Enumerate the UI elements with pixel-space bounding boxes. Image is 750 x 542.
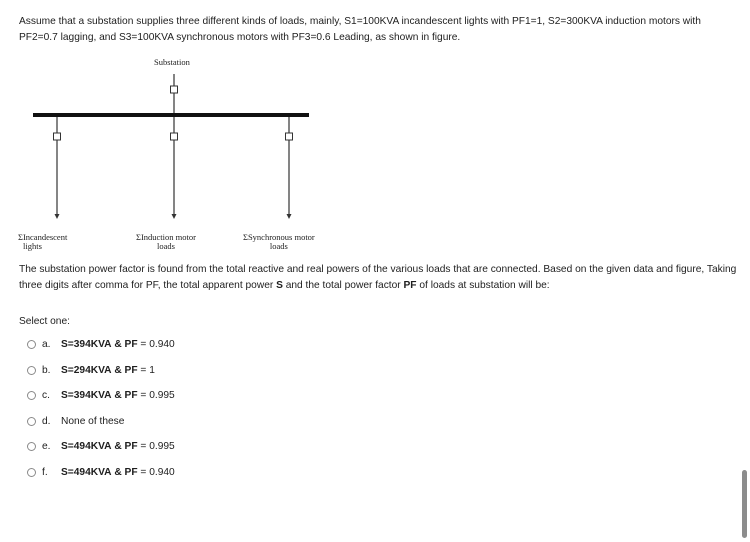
load1-label-line2: lights	[23, 241, 42, 251]
para-text-2: and the total power factor	[282, 280, 404, 291]
bus-bar	[33, 113, 309, 117]
option-pf-label: PF	[124, 339, 138, 351]
option-letter: f.	[42, 466, 48, 478]
load2-arrow	[172, 214, 177, 219]
select-one-label: Select one:	[19, 316, 70, 327]
option-pf-label: PF	[124, 364, 138, 376]
load3-label-line2: loads	[269, 241, 288, 251]
option-letter: d.	[42, 415, 51, 427]
option-e[interactable]	[27, 434, 175, 460]
radio-button-e[interactable]	[27, 442, 36, 451]
answer-options	[27, 332, 175, 485]
option-pf-value: = 0.995	[140, 390, 175, 402]
option-s: S=494KVA	[61, 466, 112, 478]
load2-label	[136, 233, 196, 251]
radio-button-f[interactable]	[27, 468, 36, 477]
substation-label: Substation	[154, 57, 190, 67]
load2-label-line1: ΣInduction motor	[136, 232, 196, 242]
radio-button-d[interactable]	[27, 417, 36, 426]
option-c[interactable]	[27, 383, 175, 409]
question-paragraph	[19, 262, 744, 294]
option-d[interactable]	[27, 409, 175, 435]
option-letter: b.	[42, 364, 51, 376]
option-pf-value: = 1	[140, 364, 155, 376]
radio-button-a[interactable]	[27, 340, 36, 349]
option-amp: &	[114, 364, 122, 376]
load1-breaker	[54, 133, 61, 140]
option-pf-value: = 0.995	[140, 441, 175, 453]
option-amp: &	[114, 441, 122, 453]
option-letter: c.	[42, 390, 50, 402]
option-letter: a.	[42, 339, 51, 351]
option-pf-label: PF	[124, 466, 138, 478]
option-s: S=394KVA	[61, 339, 112, 351]
load3-breaker	[286, 133, 293, 140]
substation-diagram-drawing	[0, 50, 360, 260]
option-s: S=394KVA	[61, 390, 112, 402]
para-text-1: The substation power factor is found from the total reactive and real powers of the various loads that are connected. Based on the given data and figure, Taking three digits after comma for PF, the total apparent power	[19, 264, 737, 291]
para-s-bold: S	[276, 280, 283, 291]
option-amp: &	[114, 466, 122, 478]
question-text: Assume that a substation supplies three different kinds of loads, mainly, S1=100KVA incandescent lights with PF1=1, S2=300KVA induction motors with PF2=0.7 lagging, and S3=100KVA synchronous motors with PF3=0.6 Leading, as shown in figure.	[19, 16, 701, 43]
scrollbar-thumb[interactable]	[742, 470, 747, 538]
radio-button-c[interactable]	[27, 391, 36, 400]
option-s: S=494KVA	[61, 441, 112, 453]
option-plain-text: None of these	[61, 415, 125, 427]
para-text-3: of loads at substation will be:	[416, 280, 550, 291]
load3-arrow	[287, 214, 292, 219]
load2-label-line2: loads	[157, 241, 175, 251]
option-pf-label: PF	[124, 390, 138, 402]
load1-label-line1: ΣIncandescent	[18, 232, 68, 242]
option-a[interactable]	[27, 332, 175, 358]
load3-label-line1: ΣSynchronous motor	[243, 232, 315, 242]
option-amp: &	[114, 339, 122, 351]
option-pf-value: = 0.940	[140, 339, 175, 351]
radio-button-b[interactable]	[27, 366, 36, 375]
option-pf-label: PF	[124, 441, 138, 453]
load1-label	[18, 233, 67, 251]
para-pf-bold: PF	[403, 280, 417, 291]
option-pf-value: = 0.940	[140, 466, 175, 478]
load3-label	[243, 233, 315, 251]
option-letter: e.	[42, 441, 51, 453]
option-b[interactable]	[27, 358, 175, 384]
substation-diagram	[0, 50, 360, 260]
option-amp: &	[114, 390, 122, 402]
load2-breaker	[171, 133, 178, 140]
option-s: S=294KVA	[61, 364, 112, 376]
load1-arrow	[55, 214, 60, 219]
option-f[interactable]	[27, 460, 175, 486]
feeder-breaker	[171, 86, 178, 93]
